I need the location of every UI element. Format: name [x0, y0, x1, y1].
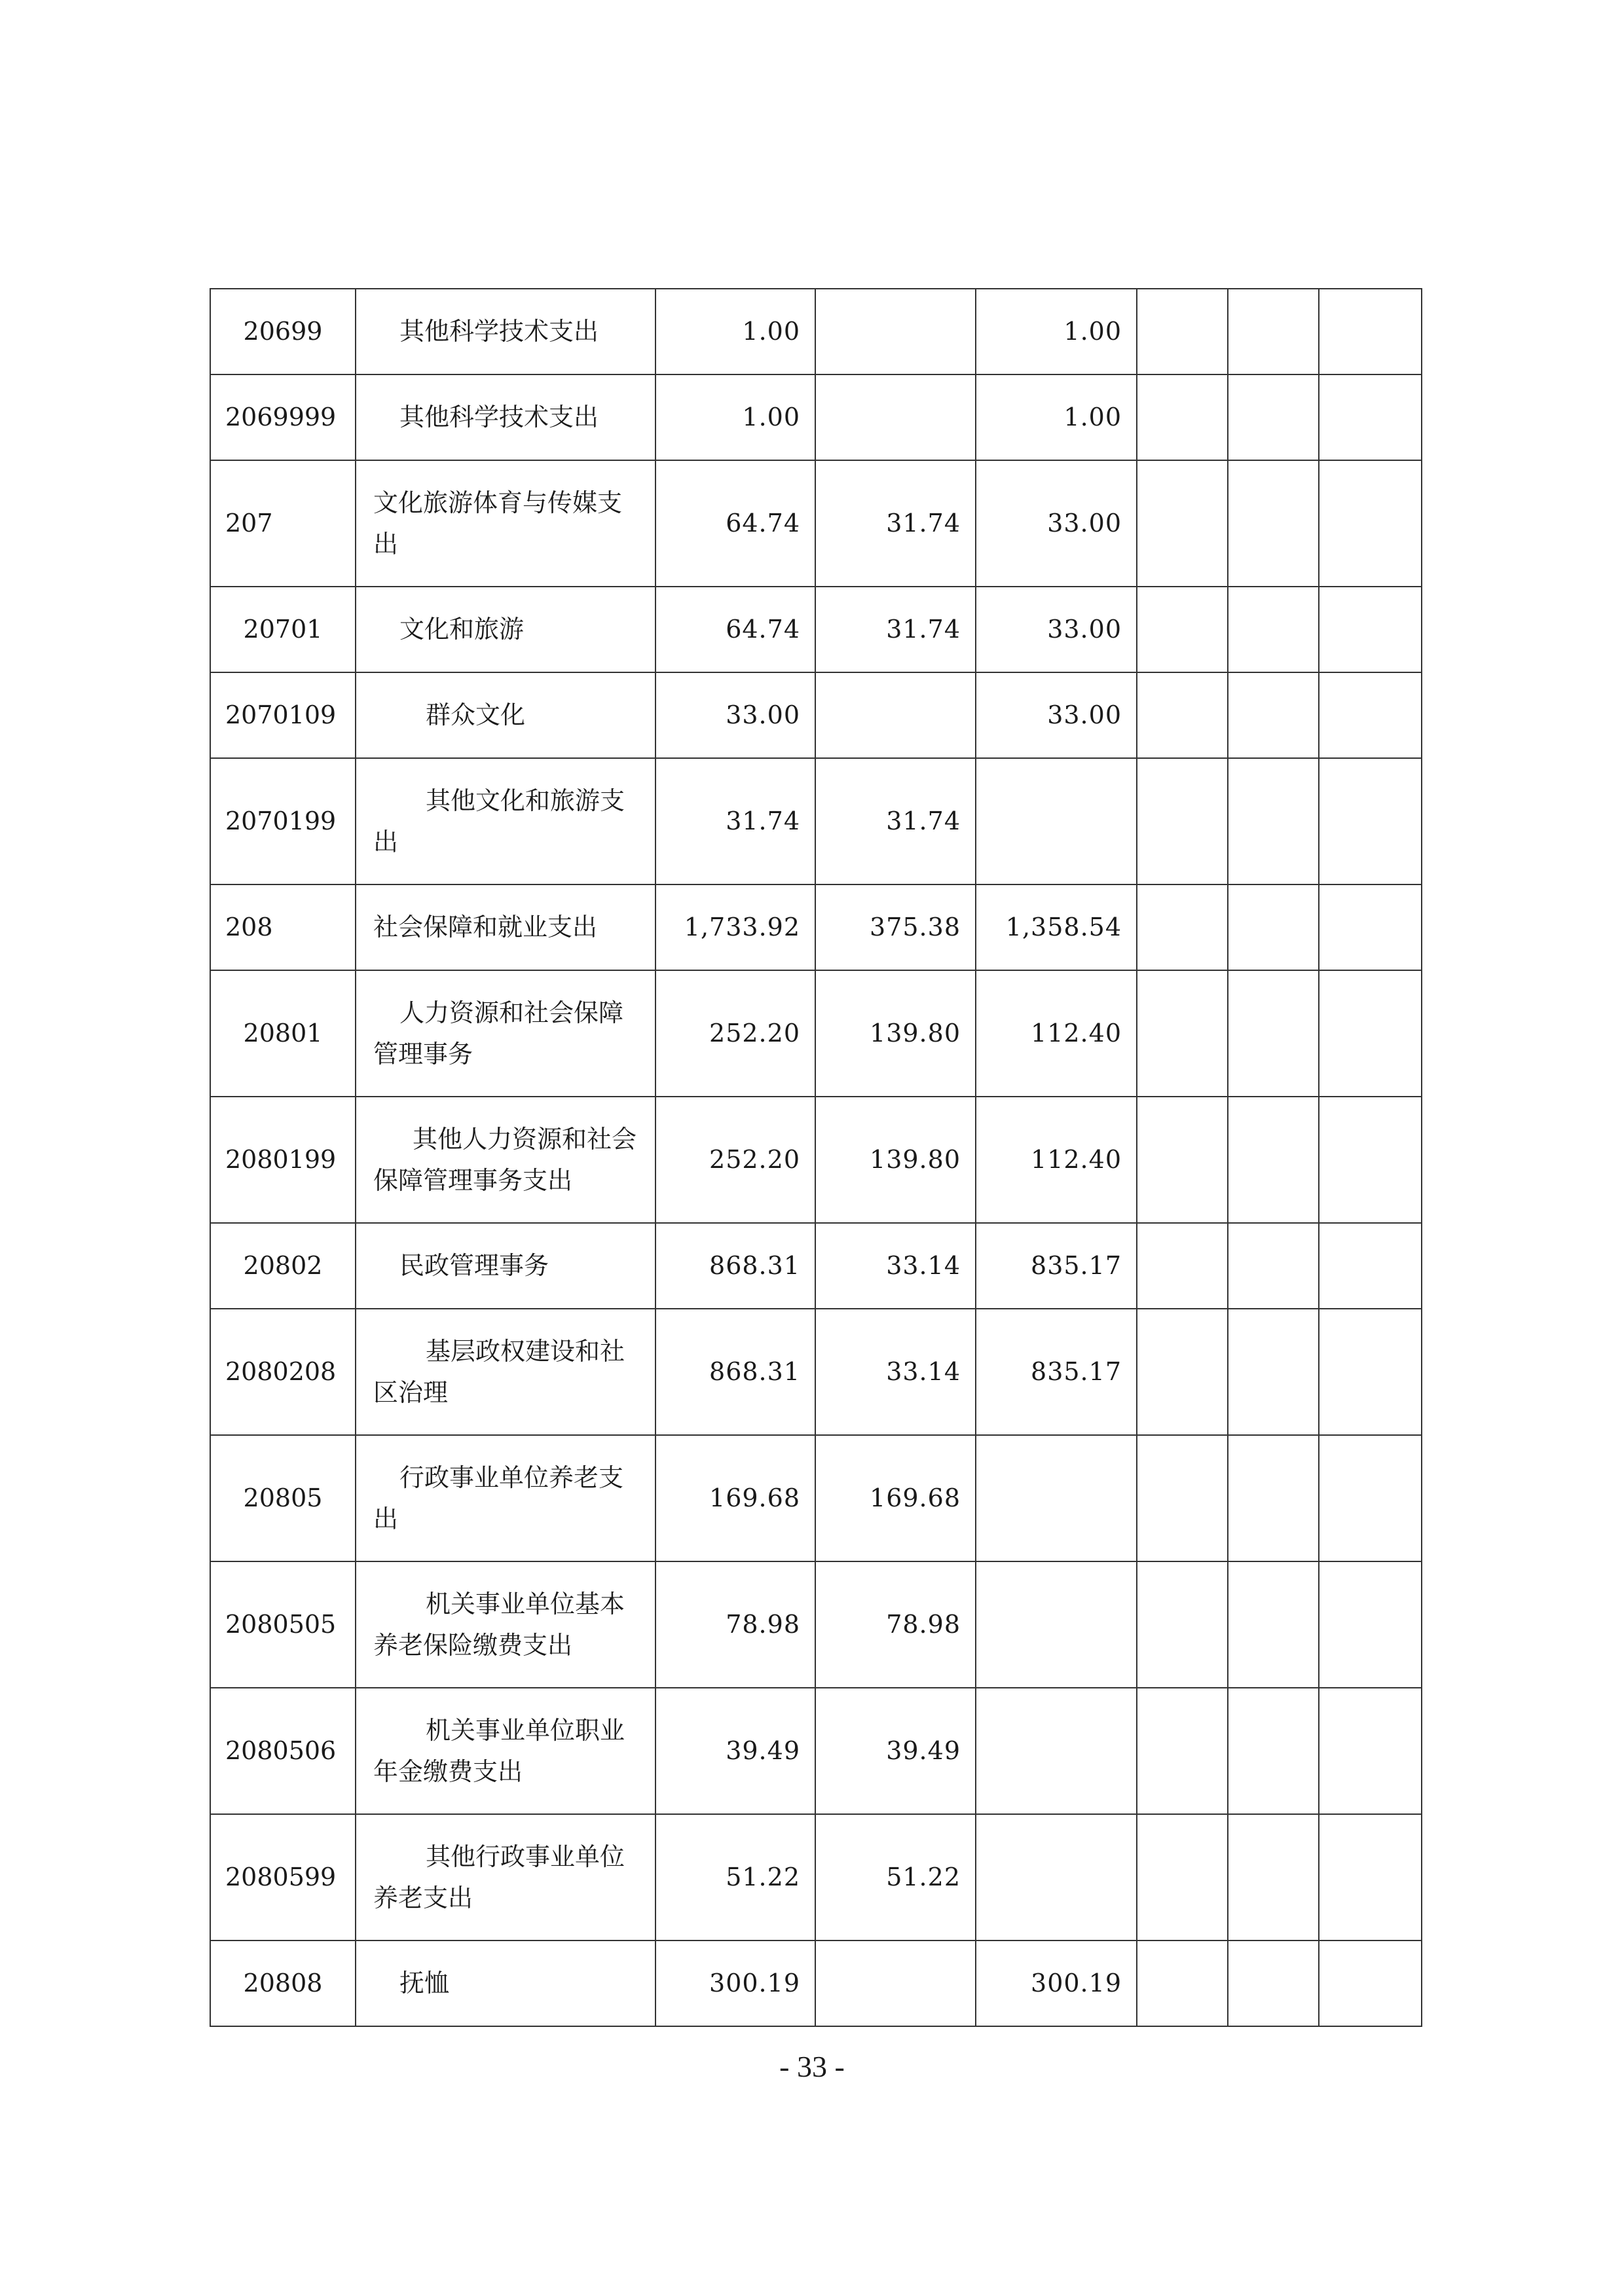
row-cell-6: [1137, 1814, 1228, 1941]
table-row: [210, 1435, 1422, 1561]
row-project: 835.17: [976, 1223, 1137, 1309]
row-cell-8: [1319, 970, 1422, 1097]
row-code: 2080199: [210, 1097, 356, 1223]
row-basic: 51.22: [815, 1814, 976, 1941]
row-name: 文化和旅游: [356, 587, 655, 672]
row-cell-7: [1228, 672, 1319, 758]
row-basic: [815, 289, 976, 374]
row-name: 人力资源和社会保障管理事务: [356, 970, 655, 1097]
row-cell-7: [1228, 460, 1319, 587]
row-cell-7: [1228, 758, 1319, 884]
row-total: 300.19: [655, 1941, 815, 2026]
row-project: 33.00: [976, 460, 1137, 587]
row-project: 835.17: [976, 1309, 1137, 1435]
row-total: 51.22: [655, 1814, 815, 1941]
row-cell-7: [1228, 1309, 1319, 1435]
row-total: 1.00: [655, 289, 815, 374]
row-cell-8: [1319, 587, 1422, 672]
row-total: 31.74: [655, 758, 815, 884]
row-basic: 33.14: [815, 1223, 976, 1309]
row-cell-7: [1228, 1435, 1319, 1561]
row-cell-6: [1137, 1561, 1228, 1688]
row-code: 2069999: [210, 374, 356, 460]
row-project: 300.19: [976, 1941, 1137, 2026]
row-cell-6: [1137, 1941, 1228, 2026]
table-row: [210, 1223, 1422, 1309]
row-cell-8: [1319, 672, 1422, 758]
row-cell-8: [1319, 1814, 1422, 1941]
row-total: 868.31: [655, 1223, 815, 1309]
row-cell-7: [1228, 884, 1319, 970]
row-cell-6: [1137, 587, 1228, 672]
row-code: 20699: [210, 289, 356, 374]
row-code: 20701: [210, 587, 356, 672]
row-cell-7: [1228, 970, 1319, 1097]
table-row: [210, 1941, 1422, 2026]
row-name: 其他行政事业单位养老支出: [356, 1814, 655, 1941]
table-row: [210, 289, 1422, 374]
row-code: 20805: [210, 1435, 356, 1561]
row-name: 民政管理事务: [356, 1223, 655, 1309]
row-name: 抚恤: [356, 1941, 655, 2026]
row-project: [976, 1814, 1137, 1941]
row-cell-8: [1319, 758, 1422, 884]
row-cell-6: [1137, 758, 1228, 884]
row-project: [976, 758, 1137, 884]
table-row: [210, 1561, 1422, 1688]
table-row: [210, 374, 1422, 460]
row-cell-8: [1319, 884, 1422, 970]
row-basic: [815, 374, 976, 460]
row-name: 行政事业单位养老支出: [356, 1435, 655, 1561]
table-row: [210, 884, 1422, 970]
row-name: 基层政权建设和社区治理: [356, 1309, 655, 1435]
table-row: [210, 460, 1422, 587]
table-row: [210, 1097, 1422, 1223]
row-cell-8: [1319, 1309, 1422, 1435]
row-cell-8: [1319, 1688, 1422, 1814]
row-cell-6: [1137, 970, 1228, 1097]
row-cell-6: [1137, 672, 1228, 758]
row-basic: 78.98: [815, 1561, 976, 1688]
row-total: 252.20: [655, 970, 815, 1097]
row-name: 文化旅游体育与传媒支出: [356, 460, 655, 587]
row-basic: 31.74: [815, 460, 976, 587]
row-total: 64.74: [655, 587, 815, 672]
row-name: 社会保障和就业支出: [356, 884, 655, 970]
row-cell-8: [1319, 374, 1422, 460]
row-basic: 31.74: [815, 758, 976, 884]
row-code: 2080208: [210, 1309, 356, 1435]
row-cell-6: [1137, 1309, 1228, 1435]
row-cell-6: [1137, 460, 1228, 587]
row-cell-7: [1228, 374, 1319, 460]
row-code: 20808: [210, 1941, 356, 2026]
row-cell-6: [1137, 1097, 1228, 1223]
row-basic: 375.38: [815, 884, 976, 970]
row-total: 78.98: [655, 1561, 815, 1688]
row-project: [976, 1435, 1137, 1561]
row-code: 2070109: [210, 672, 356, 758]
row-cell-6: [1137, 289, 1228, 374]
row-basic: 169.68: [815, 1435, 976, 1561]
row-cell-7: [1228, 1688, 1319, 1814]
row-project: 112.40: [976, 1097, 1137, 1223]
table-row: [210, 587, 1422, 672]
row-project: 33.00: [976, 672, 1137, 758]
row-code: 20801: [210, 970, 356, 1097]
row-cell-7: [1228, 1097, 1319, 1223]
row-total: 252.20: [655, 1097, 815, 1223]
table-row: [210, 1814, 1422, 1941]
row-cell-6: [1137, 884, 1228, 970]
row-project: 33.00: [976, 587, 1137, 672]
row-basic: [815, 1941, 976, 2026]
row-total: 33.00: [655, 672, 815, 758]
row-project: [976, 1561, 1137, 1688]
row-code: 2080599: [210, 1814, 356, 1941]
row-name: 其他科学技术支出: [356, 374, 655, 460]
row-project: [976, 1688, 1137, 1814]
row-cell-6: [1137, 1688, 1228, 1814]
row-cell-8: [1319, 289, 1422, 374]
row-code: 2080505: [210, 1561, 356, 1688]
row-cell-7: [1228, 1941, 1319, 2026]
row-cell-8: [1319, 1561, 1422, 1688]
table-row: [210, 1309, 1422, 1435]
row-total: 1.00: [655, 374, 815, 460]
row-cell-8: [1319, 1941, 1422, 2026]
row-basic: [815, 672, 976, 758]
row-cell-7: [1228, 1561, 1319, 1688]
row-cell-8: [1319, 1097, 1422, 1223]
row-cell-6: [1137, 1223, 1228, 1309]
row-cell-8: [1319, 460, 1422, 587]
row-cell-8: [1319, 1223, 1422, 1309]
table-row: [210, 1688, 1422, 1814]
budget-table: [210, 288, 1422, 2027]
row-total: 1,733.92: [655, 884, 815, 970]
row-project: 1.00: [976, 289, 1137, 374]
row-cell-7: [1228, 289, 1319, 374]
row-basic: 31.74: [815, 587, 976, 672]
row-name: 机关事业单位职业年金缴费支出: [356, 1688, 655, 1814]
row-total: 64.74: [655, 460, 815, 587]
row-project: 112.40: [976, 970, 1137, 1097]
row-cell-6: [1137, 374, 1228, 460]
row-cell-6: [1137, 1435, 1228, 1561]
row-name: 其他文化和旅游支出: [356, 758, 655, 884]
row-basic: 33.14: [815, 1309, 976, 1435]
table-row: [210, 672, 1422, 758]
row-name: 群众文化: [356, 672, 655, 758]
row-basic: 139.80: [815, 1097, 976, 1223]
row-name: 其他科学技术支出: [356, 289, 655, 374]
row-name: 机关事业单位基本养老保险缴费支出: [356, 1561, 655, 1688]
row-cell-7: [1228, 587, 1319, 672]
row-project: 1,358.54: [976, 884, 1137, 970]
row-code: 2070199: [210, 758, 356, 884]
row-code: 207: [210, 460, 356, 587]
row-cell-8: [1319, 1435, 1422, 1561]
row-code: 2080506: [210, 1688, 356, 1814]
row-total: 169.68: [655, 1435, 815, 1561]
row-code: 208: [210, 884, 356, 970]
page-number: - 33 -: [779, 2050, 845, 2083]
row-project: 1.00: [976, 374, 1137, 460]
row-basic: 139.80: [815, 970, 976, 1097]
row-code: 20802: [210, 1223, 356, 1309]
row-total: 868.31: [655, 1309, 815, 1435]
table-row: [210, 970, 1422, 1097]
row-cell-7: [1228, 1223, 1319, 1309]
row-basic: 39.49: [815, 1688, 976, 1814]
row-name: 其他人力资源和社会保障管理事务支出: [356, 1097, 655, 1223]
row-total: 39.49: [655, 1688, 815, 1814]
table-row: [210, 758, 1422, 884]
row-cell-7: [1228, 1814, 1319, 1941]
